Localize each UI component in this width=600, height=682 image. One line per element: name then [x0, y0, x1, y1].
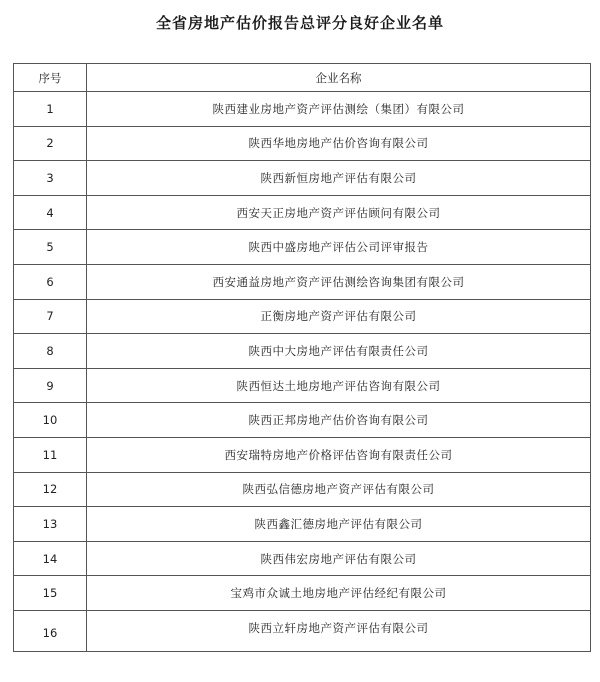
table-row — [14, 92, 591, 127]
serial-number-cell: 10 — [14, 403, 87, 438]
serial-number-cell: 15 — [14, 576, 87, 611]
table-header-row — [14, 64, 591, 92]
company-name-cell: 陕西立轩房地产资产评估有限公司 — [87, 610, 591, 651]
company-name-cell: 陕西弘信德房地产资产评估有限公司 — [87, 472, 591, 507]
table-row — [14, 334, 591, 369]
table-row — [14, 472, 591, 507]
serial-number-cell: 14 — [14, 541, 87, 576]
header-serial-number: 序号 — [14, 64, 87, 92]
company-name-cell: 宝鸡市众诚土地房地产评估经纪有限公司 — [87, 576, 591, 611]
serial-number-cell: 1 — [14, 92, 87, 127]
serial-number-cell: 12 — [14, 472, 87, 507]
company-name-cell: 陕西建业房地产资产评估测绘（集团）有限公司 — [87, 92, 591, 127]
table-row — [14, 195, 591, 230]
serial-number-cell: 3 — [14, 161, 87, 196]
company-name-cell: 西安天正房地产资产评估顾问有限公司 — [87, 195, 591, 230]
table-row — [14, 541, 591, 576]
company-name-cell: 陕西正邦房地产估价咨询有限公司 — [87, 403, 591, 438]
table-row — [14, 230, 591, 265]
company-name-cell: 陕西新恒房地产评估有限公司 — [87, 161, 591, 196]
company-name-cell: 陕西中盛房地产评估公司评审报告 — [87, 230, 591, 265]
serial-number-cell: 6 — [14, 264, 87, 299]
table-row — [14, 437, 591, 472]
company-name-cell: 西安通益房地产资产评估测绘咨询集团有限公司 — [87, 264, 591, 299]
company-name-cell: 正衡房地产资产评估有限公司 — [87, 299, 591, 334]
serial-number-cell: 9 — [14, 368, 87, 403]
table-row — [14, 576, 591, 611]
company-name-cell: 陕西中大房地产评估有限责任公司 — [87, 334, 591, 369]
serial-number-cell: 7 — [14, 299, 87, 334]
table-row — [14, 161, 591, 196]
serial-number-cell: 4 — [14, 195, 87, 230]
table-row — [14, 264, 591, 299]
table-row — [14, 126, 591, 161]
company-table — [13, 63, 591, 652]
company-name-cell: 陕西伟宏房地产评估有限公司 — [87, 541, 591, 576]
serial-number-cell: 13 — [14, 507, 87, 542]
serial-number-cell: 8 — [14, 334, 87, 369]
page-title: 全省房地产估价报告总评分良好企业名单 — [155, 14, 444, 32]
header-company-name: 企业名称 — [87, 64, 591, 92]
table-row — [14, 507, 591, 542]
table-row — [14, 299, 591, 334]
company-name-cell: 陕西恒达土地房地产评估咨询有限公司 — [87, 368, 591, 403]
serial-number-cell: 5 — [14, 230, 87, 265]
table-row — [14, 403, 591, 438]
serial-number-cell: 16 — [14, 610, 87, 651]
table-row — [14, 368, 591, 403]
company-name-cell: 陕西鑫汇德房地产评估有限公司 — [87, 507, 591, 542]
serial-number-cell: 2 — [14, 126, 87, 161]
company-name-cell: 西安瑞特房地产价格评估咨询有限责任公司 — [87, 437, 591, 472]
table-row — [14, 610, 591, 651]
company-name-cell: 陕西华地房地产估价咨询有限公司 — [87, 126, 591, 161]
serial-number-cell: 11 — [14, 437, 87, 472]
